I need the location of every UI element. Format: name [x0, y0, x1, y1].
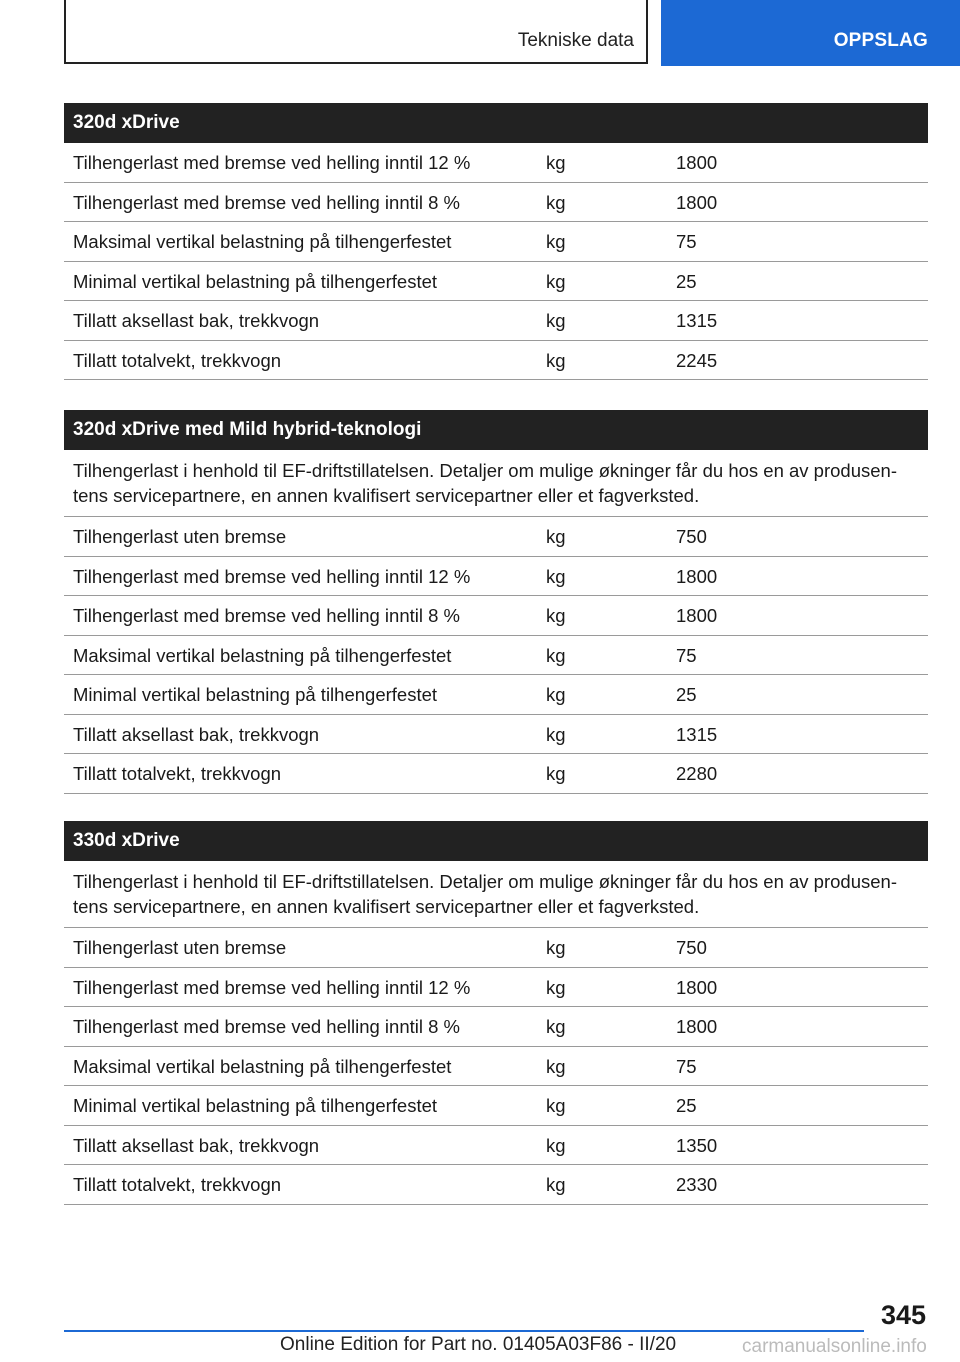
- section-heading: 320d xDrive med Mild hybrid-teknologi: [64, 410, 928, 450]
- table-row: Tillatt aksellast bak, trekkvogn kg 1315: [64, 715, 928, 755]
- table-row: Tillatt aksellast bak, trekkvogn kg 1350: [64, 1126, 928, 1166]
- table-row: Tillatt aksellast bak, trekkvogn kg 1315: [64, 301, 928, 341]
- table-row: Tillatt totalvekt, trekkvogn kg 2280: [64, 754, 928, 794]
- section-note: Tilhengerlast i henhold til EF-driftstillatelsen. Detaljer om mulige økninger får du hos en av produsen-tens servicepartnere, en annen kvalifisert servicepartner eller et fagverksted.: [64, 450, 928, 517]
- table-row: Tilhengerlast med bremse ved helling inntil 8 % kg 1800: [64, 183, 928, 223]
- section-title: OPPSLAG: [833, 30, 928, 51]
- spec-table-320d-xdrive: [64, 103, 928, 380]
- table-row: Tillatt totalvekt, trekkvogn kg 2245: [64, 341, 928, 381]
- table-row: Maksimal vertikal belastning på tilhengerfestet kg 75: [64, 1047, 928, 1087]
- footer-divider: [64, 1330, 864, 1332]
- page-number: 345: [880, 1300, 926, 1330]
- section-note: Tilhengerlast i henhold til EF-driftstillatelsen. Detaljer om mulige økninger får du hos en av produsen-tens servicepartnere, en annen kvalifisert servicepartner eller et fagverksted.: [64, 861, 928, 928]
- watermark: carmanualsonline.info: [742, 1336, 927, 1357]
- section-tab[interactable]: [661, 0, 960, 66]
- chapter-tab: [64, 0, 648, 64]
- table-row: Maksimal vertikal belastning på tilhengerfestet kg 75: [64, 222, 928, 262]
- table-row: Tilhengerlast med bremse ved helling inntil 8 % kg 1800: [64, 1007, 928, 1047]
- section-heading: 320d xDrive: [64, 103, 928, 143]
- table-row: Tilhengerlast med bremse ved helling inntil 8 % kg 1800: [64, 596, 928, 636]
- spec-table-330d-xdrive: [64, 821, 928, 1205]
- table-row: Tillatt totalvekt, trekkvogn kg 2330: [64, 1165, 928, 1205]
- table-row: Maksimal vertikal belastning på tilhengerfestet kg 75: [64, 636, 928, 676]
- section-heading: 330d xDrive: [64, 821, 928, 861]
- table-row: Tilhengerlast uten bremse kg 750: [64, 928, 928, 968]
- table-row: Minimal vertikal belastning på tilhengerfestet kg 25: [64, 1086, 928, 1126]
- table-row: Minimal vertikal belastning på tilhengerfestet kg 25: [64, 262, 928, 302]
- table-row: Minimal vertikal belastning på tilhengerfestet kg 25: [64, 675, 928, 715]
- table-row: Tilhengerlast med bremse ved helling inntil 12 % kg 1800: [64, 143, 928, 183]
- table-row: Tilhengerlast med bremse ved helling inntil 12 % kg 1800: [64, 968, 928, 1008]
- edition-text: Online Edition for Part no. 01405A03F86 - II/20: [280, 1334, 677, 1355]
- spec-table-320d-xdrive-mild-hybrid: [64, 410, 928, 794]
- table-row: Tilhengerlast uten bremse kg 750: [64, 517, 928, 557]
- chapter-title: Tekniske data: [517, 30, 634, 51]
- table-row: Tilhengerlast med bremse ved helling inntil 12 % kg 1800: [64, 557, 928, 597]
